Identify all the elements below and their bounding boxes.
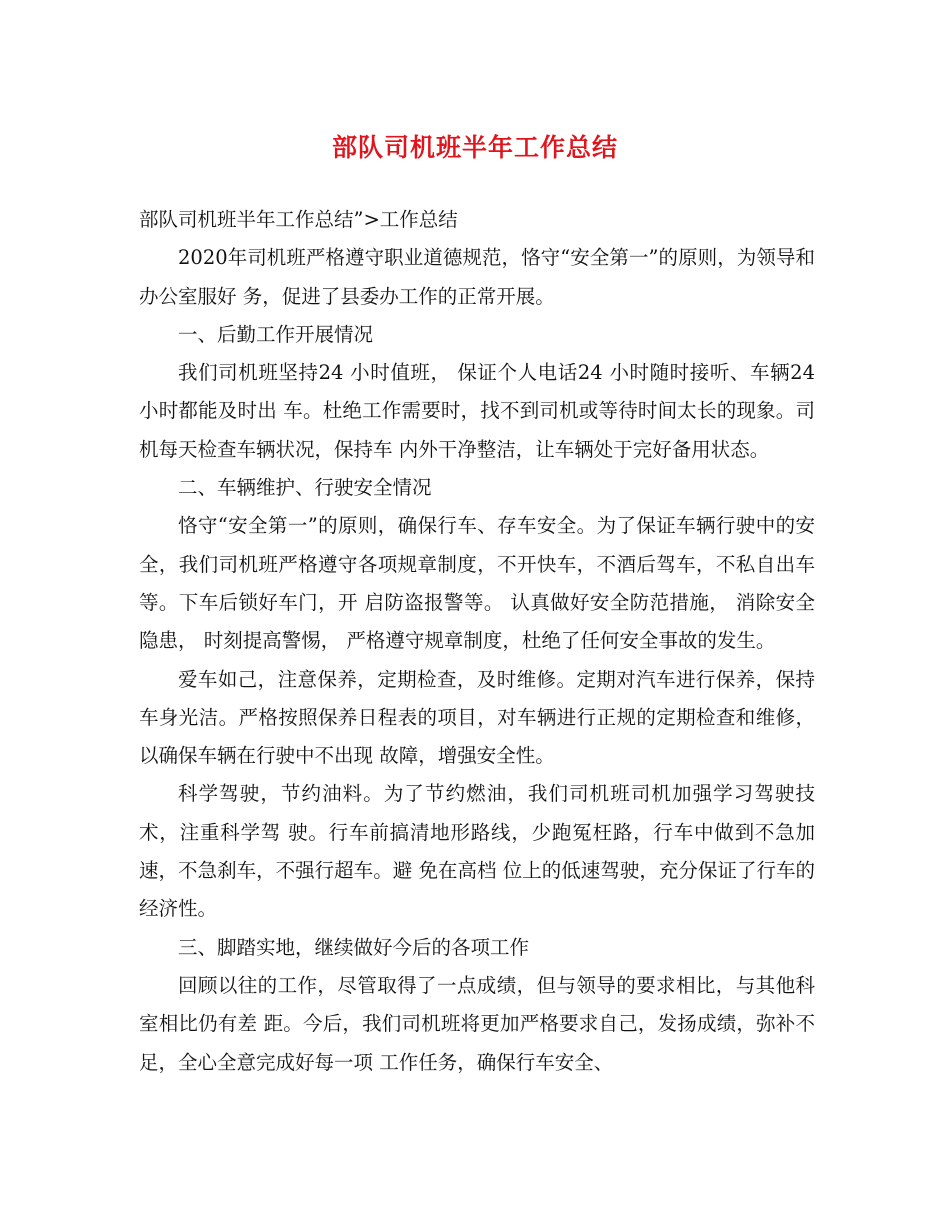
section-heading-1: 一、后勤工作开展情况 xyxy=(178,322,374,346)
section-heading-3: 三、脚踏实地，继续做好今后的各项工作 xyxy=(178,935,530,959)
paragraph-maintenance: 爱车如己，注意保养，定期检查，及时维修。定期对汽车进行保养，保持车身光洁。严格按照保养日程表的项目，对车辆进行正规的定期检查和维修，以确保车辆在行驶中不出现 故障，增强安全性。 xyxy=(139,667,815,768)
paragraph-logistics: 我们司机班坚持24 小时值班， 保证个人电话24 小时随时接听、车辆24 小时都能及时出 车。杜绝工作需要时，找不到司机或等待时间太长的现象。司机每天检查车辆状况，保持车 内外干净整洁，让车辆处于完好备用状态。 xyxy=(139,361,815,461)
paragraph-safety: 恪守“安全第一”的原则，确保行车、存车安全。为了保证车辆行驶中的安全，我们司机班严格遵守各项规章制度，不开快车，不酒后驾车，不私自出车等。下车后锁好车门，开 启防盗报警等。 认真做好安全防范措施， 消除安全隐患， 时刻提高警惕， 严格遵守规章制度，杜绝了任何安全事故的发生。 xyxy=(139,514,815,653)
document-body xyxy=(139,201,815,1082)
section-heading-2: 二、车辆维护、行驶安全情况 xyxy=(178,476,432,500)
paragraph-subtitle: 部队司机班半年工作总结”>工作总结 xyxy=(139,208,458,231)
document-title: 部队司机班半年工作总结 xyxy=(331,133,618,162)
paragraph-intro: 2020年司机班严格遵守职业道德规范，恪守“安全第一”的原则，为领导和办公室服好 务，促进了县委办工作的正常开展。 xyxy=(139,246,815,308)
paragraph-driving: 科学驾驶，节约油料。为了节约燃油，我们司机班司机加强学习驾驶技术，注重科学驾 驶。行车前搞清地形路线，少跑冤枉路，行车中做到不急加速，不急刹车，不强行超车。避 免在高档 位上的低速驾驶，充分保证了行车的经济性。 xyxy=(139,782,815,921)
paragraph-outlook: 回顾以往的工作，尽管取得了一点成绩，但与领导的要求相比，与其他科室相比仍有差 距。今后，我们司机班将更加严格要求自己，发扬成绩，弥补不足，全心全意完成好每一项 工作任务，确保行车安全、 xyxy=(139,973,815,1074)
